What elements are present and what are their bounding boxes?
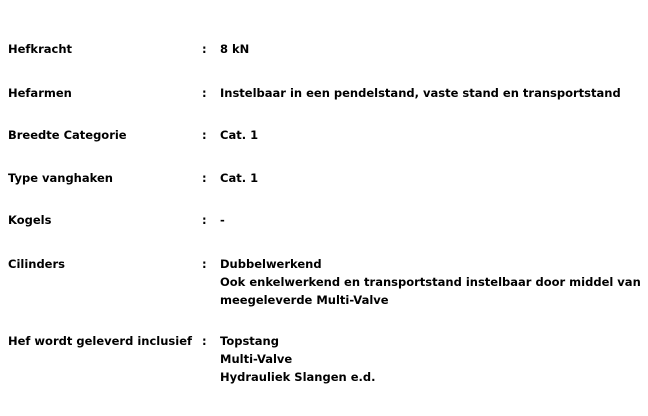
spec-value: Cat. 1 — [220, 128, 259, 142]
spec-label: Cilinders — [8, 257, 66, 271]
spec-value: Multi-Valve — [220, 352, 293, 366]
spec-value-group — [220, 332, 640, 386]
spec-value: 8 kN — [220, 42, 250, 56]
spec-separator: : — [202, 334, 207, 348]
spec-value: Topstang — [220, 334, 279, 348]
spec-separator: : — [202, 128, 207, 142]
spec-label: Hef wordt geleverd inclusief — [8, 334, 192, 348]
spec-separator: : — [202, 171, 207, 185]
spec-separator: : — [202, 42, 207, 56]
spec-label: Type vanghaken — [8, 171, 113, 185]
spec-value: Hydrauliek Slangen e.d. — [220, 370, 376, 384]
spec-value: - — [220, 213, 225, 227]
spec-separator: : — [202, 257, 207, 271]
spec-value-group — [220, 211, 640, 229]
spec-value: meegeleverde Multi-Valve — [220, 293, 389, 307]
spec-value: Ook enkelwerkend en transportstand instelbaar door middel van — [220, 275, 641, 289]
spec-value: Dubbelwerkend — [220, 257, 322, 271]
spec-value-group — [220, 40, 640, 58]
spec-label: Hefkracht — [8, 42, 73, 56]
spec-value-group — [220, 255, 640, 309]
spec-value-group — [220, 126, 640, 144]
spec-separator: : — [202, 86, 207, 100]
spec-label: Kogels — [8, 213, 52, 227]
spec-separator: : — [202, 213, 207, 227]
spec-label: Hefarmen — [8, 86, 72, 100]
spec-value-group — [220, 84, 640, 102]
spec-value: Cat. 1 — [220, 171, 259, 185]
spec-value-group — [220, 169, 640, 187]
spec-value: Instelbaar in een pendelstand, vaste stand en transportstand — [220, 86, 621, 100]
spec-label: Breedte Categorie — [8, 128, 127, 142]
